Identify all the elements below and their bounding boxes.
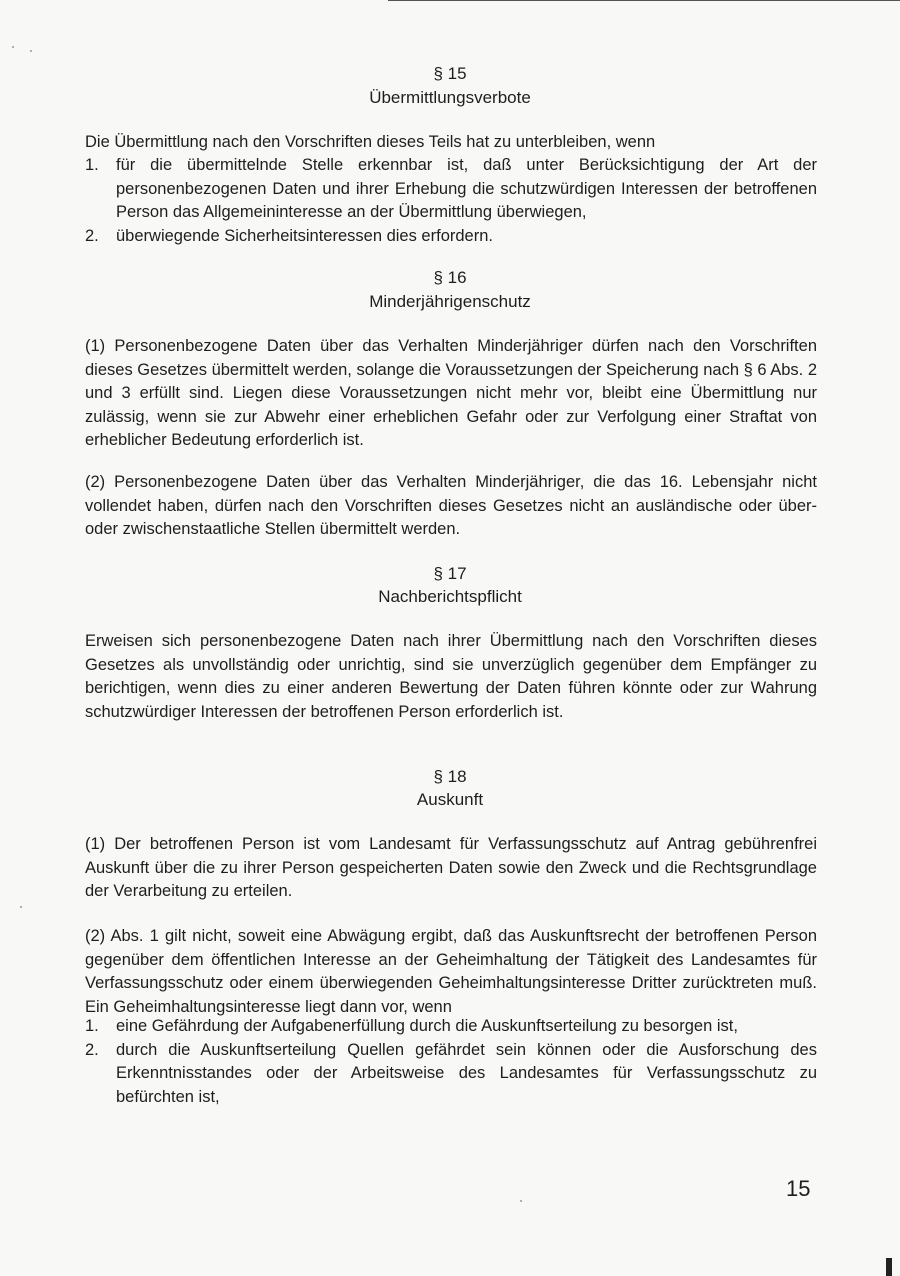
section-15-title: Übermittlungsverbote — [369, 88, 531, 107]
section-15-number: § 15 — [433, 64, 467, 83]
list-item-text: für die übermittelnde Stelle erkennbar ist, daß unter Berücksichtigung der Art der personenbezogenen Daten und ihrer Erhebung die schutzwürdigen Interessen der betroffenen Person das Allgemeininteresse an der Übermittlung überwiegen, — [116, 156, 817, 221]
paragraph-text: (1) Der betroffenen Person ist vom Landesamt für Verfassungsschutz auf Antrag gebührenfrei Auskunft über die zu ihrer Person gespeicherten Daten sowie den Zweck und die Rechtsgrundlage der Verarbeitung zu erteilen. — [85, 835, 817, 900]
list-item-text: durch die Auskunftserteilung Quellen gefährdet sein können oder die Ausforschung des Erkenntnisstandes oder der Arbeitsweise des Landesamtes für Verfassungsschutz zu befürchten ist, — [116, 1040, 817, 1106]
section-17-title: Nachberichtspflicht — [378, 587, 522, 606]
scan-speck — [520, 1200, 522, 1202]
paragraph-text: (2) Abs. 1 gilt nicht, soweit eine Abwägung ergibt, daß das Auskunftsrecht der betroffenen Person gegenüber dem öffentlichen Interesse an der Geheimhaltung der Tätigkeit des Landesamtes für Verfassungsschutz oder einem überwiegenden Geheimhaltungsinteresse Dritter zurücktreten muß. Ein Geheimhaltungsinteresse liegt dann vor, wenn — [85, 927, 817, 1016]
section-16-paragraph-2 — [85, 471, 817, 542]
section-17-paragraph-1 — [85, 630, 817, 724]
list-item-text: überwiegende Sicherheitsinteressen dies erfordern. — [116, 226, 493, 245]
section-16-paragraph-1 — [85, 335, 817, 453]
section-18-paragraph-1 — [85, 833, 817, 904]
list-item-number: 2. — [85, 1040, 99, 1059]
list-item — [85, 1015, 817, 1039]
paragraph-text: (2) Personenbezogene Daten über das Verhalten Minderjähriger, die das 16. Lebensjahr nicht vollendet haben, dürfen nach den Vorschriften dieses Gesetzes nicht an ausländische oder über- oder zwischenstaatliche Stellen übermittelt werden. — [85, 473, 817, 538]
list-item — [85, 225, 817, 249]
section-16-title: Minderjährigenschutz — [369, 292, 531, 311]
list-item-number: 1. — [85, 1017, 99, 1035]
section-15-intro — [85, 131, 817, 155]
scan-edge-mark — [886, 1258, 892, 1276]
scan-speck — [12, 46, 14, 48]
paragraph-text: Erweisen sich personenbezogene Daten nach ihrer Übermittlung nach den Vorschriften dieses Gesetzes als unvollständig oder unrichtig, sind sie unverzüglich gegenüber dem Empfänger zu berichtigen, wenn dies zu einer anderen Bewertung der Daten führen könnte oder zur Wahrung schutzwürdiger Interessen der betroffenen Person erforderlich ist. — [85, 632, 817, 721]
top-edge-rule — [388, 0, 900, 1]
list-item-number: 1. — [85, 156, 99, 174]
list-item — [85, 154, 817, 225]
scan-speck — [20, 906, 22, 908]
list-item-text: eine Gefährdung der Aufgabenerfüllung durch die Auskunftserteilung zu besorgen ist, — [116, 1017, 738, 1035]
page-number: 15 — [786, 1176, 811, 1201]
section-18-paragraph-2 — [85, 925, 817, 1019]
list-item — [85, 1039, 817, 1110]
section-15-intro-text: Die Übermittlung nach den Vorschriften dieses Teils hat zu unterbleiben, wenn — [85, 133, 656, 151]
list-item-number: 2. — [85, 226, 99, 245]
section-15-list — [85, 154, 817, 248]
section-18-number: § 18 — [433, 767, 467, 786]
section-16-number: § 16 — [433, 268, 467, 287]
section-18-title: Auskunft — [416, 790, 484, 809]
section-18-list — [85, 1015, 817, 1109]
paragraph-text: (1) Personenbezogene Daten über das Verhalten Minderjähriger dürfen nach den Vorschriften dieses Gesetzes übermittelt werden, solange die Voraussetzungen der Speicherung nach § 6 Abs. 2 und 3 erfüllt sind. Liegen diese Voraussetzungen nicht mehr vor, bleibt eine Übermittlung nur zulässig, wenn sie zur Abwehr einer erheblichen Gefahr oder zur Verfolgung einer Straftat von erheblicher Bedeutung erforderlich ist. — [85, 337, 817, 449]
section-17-number: § 17 — [433, 564, 467, 583]
scan-speck — [30, 50, 32, 52]
